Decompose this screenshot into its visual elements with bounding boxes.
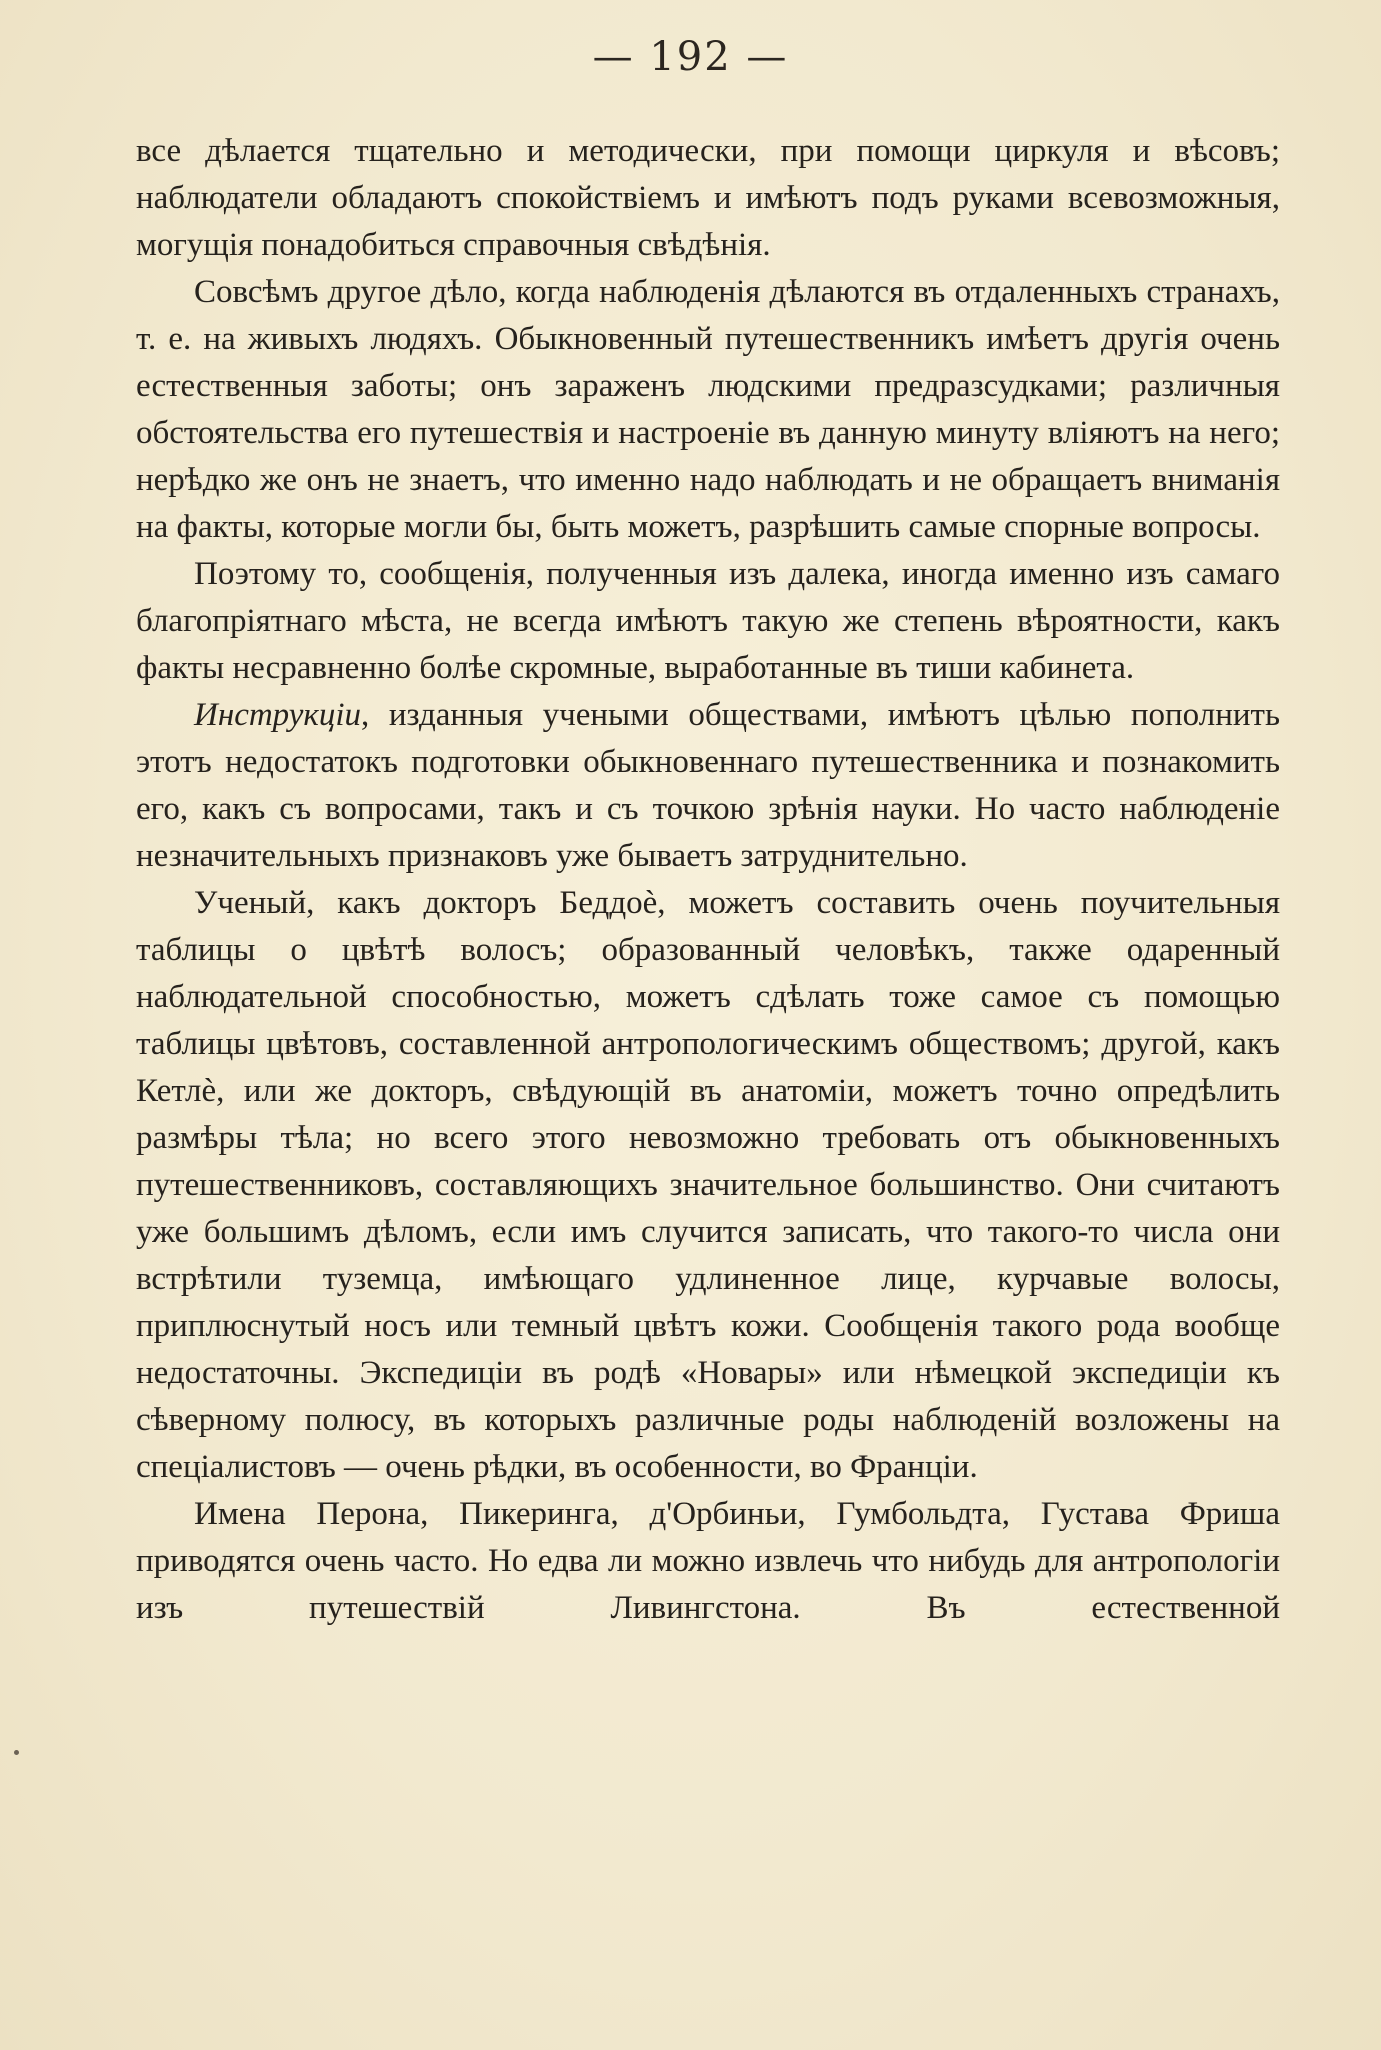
instructions-italic-term: Инструкціи: [194, 697, 361, 733]
paragraph-4: [136, 692, 1280, 880]
paragraph-4-text: , изданныя учеными обществами, имѣютъ цѣлью пополнить этотъ недостатокъ подготовки обыкновеннаго путешественника и познакомить его, какъ съ вопросами, такъ и съ точкою зрѣнія науки. Но часто наблюденіе незначительныхъ признаковъ уже бываетъ затруднительно.: [136, 697, 1280, 874]
paragraph-3: Поэтому то, сообщенія, полученныя изъ далека, иногда именно изъ самаго благопріятнаго мѣста, не всегда имѣютъ такую же степень вѣроятности, какъ факты несравненно болѣе скромные, выработанные въ тиши кабинета.: [136, 556, 1280, 686]
page-number: — 192 —: [592, 34, 789, 80]
paragraph-2: Совсѣмъ другое дѣло, когда наблюденія дѣлаются въ отдаленныхъ странахъ, т. е. на живыхъ людяхъ. Обыкновенный путешественникъ имѣетъ другія очень естественныя заботы; онъ зараженъ людскими предразсудками; различныя обстоятельства его путешествія и настроеніе въ данную минуту вліяютъ на него; нерѣдко же онъ не знаетъ, что именно надо наблюдать и не обращаетъ вниманія на факты, которые могли бы, быть можетъ, разрѣшить самые спорные вопросы.: [136, 274, 1280, 545]
body-text: [136, 128, 1280, 1632]
paragraph-5: Ученый, какъ докторъ Беддоè, можетъ составить очень поучительныя таблицы о цвѣтѣ волосъ; образованный человѣкъ, также одаренный наблюдательной способностью, можетъ сдѣлать тоже самое съ помощью таблицы цвѣтовъ, составленной антропологическимъ обществомъ; другой, какъ Кетлè, или же докторъ, свѣдующій въ анатоміи, можетъ точно опредѣлить размѣры тѣла; но всего этого невозможно требовать отъ обыкновенныхъ путешественниковъ, составляющихъ значительное большинство. Они считаютъ уже большимъ дѣломъ, если имъ случится записать, что такого-то числа они встрѣтили туземца, имѣющаго удлиненное лице, курчавые волосы, приплюснутый носъ или темный цвѣтъ кожи. Сообщенія такого рода вообще недостаточны. Экспедиціи въ родѣ «Новары» или нѣмецкой экспедиціи къ сѣверному полюсу, въ которыхъ различные роды наблюденій возложены на спеціалистовъ — очень рѣдки, въ особенности, во Франціи.: [136, 885, 1280, 1485]
paragraph-6: Имена Перона, Пикеринга, д'Орбиньи, Гумбольдта, Густава Фриша приводятся очень часто. Но едва ли можно извлечь что нибудь для антропологіи изъ путешествій Ливингстона. Въ естественной: [136, 1496, 1280, 1626]
paragraph-1: все дѣлается тщательно и методически, при помощи циркуля и вѣсовъ; наблюдатели обладаютъ спокойствіемъ и имѣютъ подъ руками всевозможныя, могущія понадобиться справочныя свѣдѣнія.: [136, 133, 1280, 263]
paper-speck: [14, 1750, 19, 1755]
